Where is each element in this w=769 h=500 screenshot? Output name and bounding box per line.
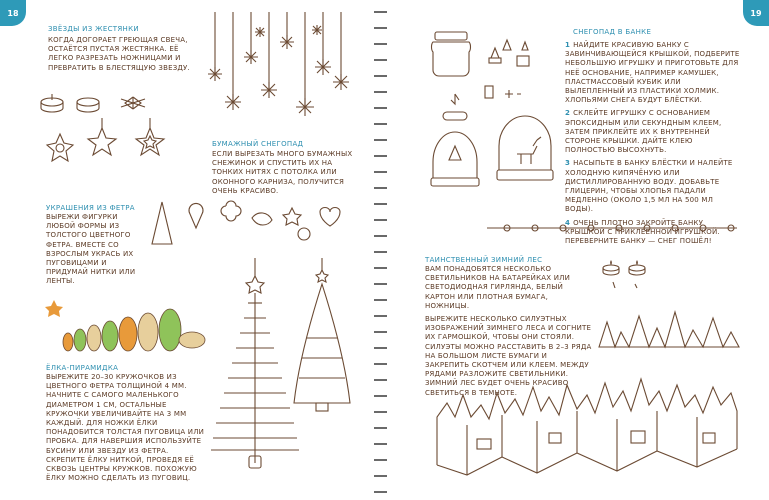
- cut-tin-icon: [121, 97, 145, 109]
- felt-heart-icon: [320, 208, 340, 227]
- step-2: 2 СКЛЕЙТЕ ИГРУШКУ С ОСНОВАНИЕМ ЭПОКСИДНЫМ ИЛИ СЕКУНДНЫМ КЛЕЕМ, ЗАТЕМ ПРИКЛЕЙТЕ ИХ К ВНУТРЕННЕЙ СТОРОНЕ КРЫШКИ. ДАЙТЕ КЛЕЮ ПОЛНОСТЬЮ ВЫСОХНУТЬ.: [565, 109, 722, 155]
- step-4: 4 ОЧЕНЬ ПЛОТНО ЗАКРОЙТЕ БАНКУ КРЫШКОЙ С ПРИКЛЕЕННОЙ ИГРУШКОЙ. ПЕРЕВЕРНИТЕ БАНКУ — СНЕГ ПОШЁЛ!: [565, 218, 720, 246]
- snowflake-strings: [215, 12, 341, 107]
- jar-deer-scene-icon: [499, 116, 551, 170]
- step-3: 3 НАСЫПЬТЕ В БАНКУ БЛЁСТКИ И НАЛЕЙТЕ ХОЛОДНУЮ КИПЯЧЁНУЮ ИЛИ ДИСТИЛЛИРОВАННУЮ ВОДУ. ДОБАВЬТЕ ГЛИЦЕРИН, ЧТОБЫ ХЛОПЬЯ ПАДАЛИ МЕДЛЕННО (ОКОЛО 1,5 МЛ НА 500 МЛ ВОДЫ).: [565, 159, 733, 214]
- tin-star-hanging-icon: [88, 118, 116, 155]
- tin-stars-text: КОГДА ДОГОРАЕТ ГРЕЮЩАЯ СВЕЧА, ОСТАЁТСЯ ПУСТАЯ ЖЕСТЯНКА. ЕЁ ЛЕГКО РАЗРЕЗАТЬ НОЖНИЦАМИ И ПРЕВРАТИТЬ В БЛЕСТЯЩУЮ ЗВЕЗДУ.: [48, 36, 190, 72]
- left-page: [0, 0, 382, 500]
- glue-bottle-icon: [485, 86, 493, 98]
- small-forest-illustration: [599, 292, 739, 357]
- tin-cup-icon: [77, 98, 99, 112]
- felt-star-icon: [283, 208, 301, 225]
- page-number-right: 19: [743, 0, 769, 26]
- felt-tree-icon: [152, 202, 172, 244]
- led-garland-illustration: [487, 212, 737, 242]
- paper-snow-title: БУМАЖНЫЙ СНЕГОПАД: [212, 140, 304, 148]
- mystery-forest-title: ТАИНСТВЕННЫЙ ЗИМНИЙ ЛЕС: [425, 256, 543, 264]
- pyramid-tree-text: ВЫРЕЖИТЕ 20–30 КРУЖОЧКОВ ИЗ ЦВЕТНОГО ФЕТРА ТОЛЩИНОЙ 4 ММ. НАЧНИТЕ С САМОГО МАЛЕНЬКОГО ДИАМЕТРОМ 1 СМ, ОСТАЛЬНЫЕ КРУЖОЧКИ УВЕЛИЧИВАЙТЕ НА 3 ММ КАЖДЫЙ. ДЛЯ НОЖКИ ЁЛКИ ПОНАДОБИТСЯ ТОЛСТАЯ ПУГОВИЦА ИЛИ ПРОБКА. ДЛЯ НАВЕРШИЯ ИСПОЛЬЗУЙТЕ БУСИНУ ИЛИ ЗВЕЗДУ ИЗ ФЕТРА. СКРЕПИТЕ ЁЛКУ НИТКОЙ, ПРОВЕДЯ ЕЁ СКВОЗЬ ЦЕНТРЫ КРУЖКОВ. ПОХОЖУЮ ЁЛКУ МОЖНО СДЕЛАТЬ ИЗ ПУГОВИЦ.: [46, 373, 205, 483]
- glitter-icon: [505, 90, 521, 98]
- jar-tree-scene-icon: [433, 132, 477, 178]
- snowflake-icon: [208, 25, 349, 116]
- empty-jar-icon: [432, 42, 471, 76]
- felt-flower-icon: [221, 201, 241, 221]
- tin-stars-illustration: [38, 94, 178, 184]
- felt-pyramid-tree-tall: [211, 258, 299, 468]
- toy-on-lid-icon: [443, 94, 467, 120]
- right-page: [387, 0, 769, 500]
- felt-bell-icon: [189, 203, 203, 228]
- snow-jar-title: СНЕГОПАД В БАНКЕ: [573, 28, 652, 36]
- tealights-illustration: [599, 248, 659, 296]
- paper-snow-text: ЕСЛИ ВЫРЕЗАТЬ МНОГО БУМАЖНЫХ СНЕЖИНОК И СПУСТИТЬ ИХ НА ТОНКИХ НИТЯХ С ПОТОЛКА ИЛИ ОКОННОГО КАРНИЗА, ПОЛУЧИТСЯ ОЧЕНЬ КРАСИВО.: [212, 150, 353, 195]
- snow-jar-illustration: [427, 28, 557, 203]
- snowflakes-illustration: [205, 12, 355, 132]
- tin-star-open-icon: [47, 134, 73, 161]
- folded-forest-illustration: [437, 355, 752, 485]
- pyramid-tree-title: ЁЛКА-ПИРАМИДКА: [46, 364, 119, 372]
- felt-ornaments-illustration: [148, 198, 363, 258]
- felt-circles-illustration: [40, 290, 210, 360]
- mystery-forest-p2: ВЫРЕЖИТЕ НЕСКОЛЬКО СИЛУЭТНЫХ ИЗОБРАЖЕНИЙ ЗИМНЕГО ЛЕСА И СОГНИТЕ ИХ ГАРМОШКОЙ, ЧТОБЫ ОНИ СТОЯЛИ. СИЛУЭТЫ МОЖНО РАССТАВИТЬ В 2–3 РЯДА НА БОЛЬШОМ ЛИСТЕ БУМАГИ И ЗАКРЕПИТЬ СКОТЧЕМ ИЛИ КЛЕЕМ. МЕЖДУ РЯДАМИ РАЗЛОЖИТЕ СВЕТИЛЬНИКИ. ЗИМНИЙ ЛЕС БУДЕТ ОЧЕНЬ КРАСИВО СВЕТИТЬСЯ В ТЕМНОТЕ.: [425, 315, 592, 397]
- tin-star-finished-icon: [136, 118, 164, 155]
- felt-circle-stack: [63, 309, 205, 351]
- felt-decor-text: ВЫРЕЖИ ФИГУРКИ ЛЮБОЙ ФОРМЫ ИЗ ТОЛСТОГО ЦВЕТНОГО ФЕТРА. ВМЕСТЕ СО ВЗРОСЛЫМ УКРАСЬ ИХ ПУГОВИЦАМИ И ПРИДУМАЙ НИТКИ ИЛИ ЛЕНТЫ.: [46, 213, 136, 286]
- jar-lid-icon: [435, 32, 467, 40]
- felt-pyramid-tree-cone: [294, 258, 350, 411]
- toy-figures-icon: [491, 40, 528, 58]
- mystery-forest-p1: ВАМ ПОНАДОБЯТСЯ НЕСКОЛЬКО СВЕТИЛЬНИКОВ НА БАТАРЕЙКАХ ИЛИ СВЕТОДИОДНАЯ ГИРЛЯНДА, БЕЛЫЙ КАРТОН ИЛИ ПЛОТНАЯ БУМАГА, НОЖНИЦЫ.: [425, 265, 571, 310]
- page-number-left: 18: [0, 0, 26, 26]
- felt-decor-title: УКРАШЕНИЯ ИЗ ФЕТРА: [46, 204, 135, 212]
- felt-snowman-icon: [298, 228, 310, 240]
- felt-star-icon: [45, 300, 63, 317]
- base-block-icon: [517, 56, 529, 66]
- pyramid-trees-illustration: [210, 258, 360, 483]
- felt-bird-icon: [252, 213, 272, 225]
- tin-stars-title: ЗВЁЗДЫ ИЗ ЖЕСТЯНКИ: [48, 25, 139, 33]
- step-1: 1 НАЙДИТЕ КРАСИВУЮ БАНКУ С ЗАВИНЧИВАЮЩЕЙСЯ КРЫШКОЙ, ПОДБЕРИТЕ НЕБОЛЬШУЮ ИГРУШКУ И ПРИГОТОВЬТЕ ДЛЯ НЕЁ ОСНОВАНИЕ, НАПРИМЕР КАМУШЕК, ПЛАСТМАССОВЫЙ КУБИК ИЛИ ВЫЛЕПЛЕННЫЙ ИЗ ПЛАСТИКИ ХОЛМИК. ХЛОПЬЯМИ СНЕГА БУДУТ БЛЁСТКИ.: [565, 41, 740, 105]
- base-block-icon: [489, 58, 501, 63]
- tealight-icon: [41, 94, 63, 112]
